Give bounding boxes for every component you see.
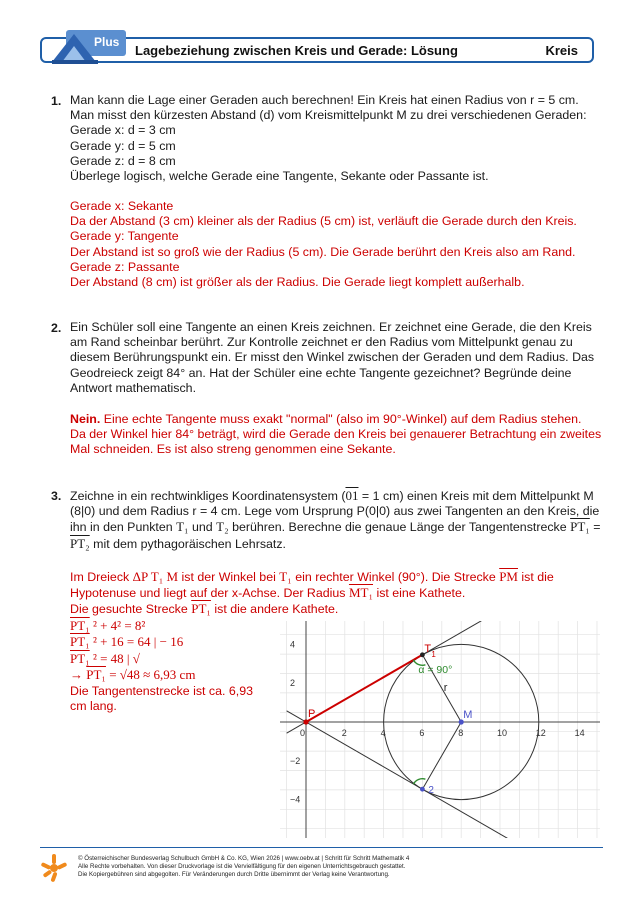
label-t1-sub: 1	[431, 649, 436, 659]
text-line: Antwort mathematisch.	[70, 380, 197, 395]
segment-pt1: PT₁	[70, 617, 90, 633]
y-tick-label: −4	[290, 794, 301, 805]
footer-line: Die Kopiergebühren sind abgegolten. Für Veränderungen durch Dritte übernimmt der Verlag keine Verantwortung.	[78, 871, 390, 879]
text: ist der Winkel bei	[178, 570, 280, 584]
task-2-number: 2.	[51, 321, 62, 335]
equation: ² + 16 = 64 | − 16	[89, 634, 184, 650]
text: ist die	[517, 570, 554, 584]
task-2-answer	[70, 412, 601, 458]
task-3-question	[70, 488, 600, 552]
text-line: Da der Abstand (3 cm) kleiner als der Radius (5 cm) ist, verläuft die Gerade durch den Kreis.	[70, 214, 577, 229]
text: Zeichne in ein rechtwinkliges Koordinatensystem (	[70, 489, 346, 503]
footer-line: Alle Rechte vorbehalten. Von dieser Druckvorlage ist die Vervielfältigung für den eigenen Unterrichtsgebrauch gestattet.	[78, 863, 406, 871]
task-3-number: 3.	[51, 489, 62, 503]
x-tick-label: 2	[341, 728, 347, 738]
text-line: Überlege logisch, welche Gerade eine Tangente, Sekante oder Passante ist.	[70, 169, 489, 184]
category-label: Kreis	[545, 43, 578, 58]
segment-pt1: PT₁	[191, 601, 211, 617]
publisher-logo-icon	[40, 852, 68, 884]
text: Im Dreieck	[70, 570, 133, 584]
equation: ² = 48 | √	[89, 650, 140, 666]
x-tick-label: 0	[300, 728, 306, 738]
text-line: Ein Schüler soll eine Tangente an einen Kreis zeichnen. Er zeichnet eine Gerade, die den Kreis	[70, 320, 592, 334]
coordinate-graph	[280, 621, 600, 838]
y-tick-label: 4	[290, 639, 296, 650]
unit-segment: 01	[345, 488, 359, 503]
text-line: Eine echte Tangente muss exakt "normal" (also im 90°-Winkel) auf dem Radius stehen.	[100, 412, 582, 426]
text-line: Man misst den kürzesten Abstand (d) vom Kreismittelpunkt M zu drei verschiedenen Geraden:	[70, 108, 587, 123]
text-line: Gerade x: Sekante	[70, 199, 174, 213]
text: =	[589, 520, 601, 535]
text-line: Gerade y: d = 5 cm	[70, 138, 176, 153]
text: mit dem pythagoräischen Lehrsatz.	[89, 536, 286, 551]
tangent-line-upper	[287, 621, 600, 733]
text-line: Gerade z: Passante	[70, 259, 180, 274]
x-tick-label: 12	[535, 728, 546, 738]
text-line: Man kann die Lage einer Geraden auch berechnen! Ein Kreis hat einen Radius von r = 5 cm.	[70, 93, 579, 107]
label-p: P	[308, 708, 316, 720]
tangent-line-lower	[287, 711, 600, 838]
segment-pm: $\overline{PM}$	[499, 569, 518, 584]
segment-pt1: PT₁	[70, 634, 90, 650]
page-title: Lagebeziehung zwischen Kreis und Gerade: Lösung	[135, 43, 458, 58]
equation: ² + 4² = 8²	[89, 617, 146, 633]
task-1-question	[70, 93, 587, 184]
segment-mt1: MT₁	[348, 585, 373, 601]
text-line: am Rand scheinbar berührt. Zur Kontrolle zeichnet er den Radius vom Mittelpunkt genau zu	[70, 335, 573, 350]
point-t2	[420, 787, 425, 792]
text: ihn in den Punkten	[70, 520, 177, 535]
text: ist eine Kathete.	[373, 586, 466, 601]
task-2-question	[70, 320, 594, 396]
footer-divider	[40, 847, 603, 848]
text-line: Da der Winkel hier 84° beträgt, wird die Gerade den Kreis bei genauerer Betrachtung ein zweites	[70, 427, 602, 442]
label-m: M	[463, 709, 473, 721]
text-line: (8|0) und dem Radius r = 4 cm. Lege vom Ursprung P(0|0) aus zwei Tangenten an den Kreis, die	[70, 504, 600, 519]
point-t1: T₁	[176, 519, 189, 535]
text-line: Geodreieck zeigt 84° an. Hat der Schüler eine echte Tangente gezeichnet? Begründe deine	[70, 365, 572, 380]
text-line: Gerade z: d = 8 cm	[70, 153, 176, 168]
text-line: Die Tangentenstrecke ist ca. 6,93	[70, 683, 253, 698]
x-tick-label: 14	[574, 728, 585, 738]
text: = 1 cm) einen Kreis mit dem Mittelpunkt M	[358, 489, 594, 503]
footer-text	[78, 855, 409, 880]
text: Hypotenuse und liegt auf der x-Achse. Der Radius	[70, 586, 349, 601]
text-line: Gerade y: Tangente	[70, 229, 179, 244]
point-t1: T₁	[279, 569, 292, 584]
x-tick-label: 6	[419, 728, 425, 738]
text-line: diesem Berührungspunkt ein. Er misst den Winkel zwischen der Geraden und dem Radius. Das	[70, 350, 595, 365]
answer-no: Nein.	[70, 412, 101, 426]
text-line: Der Abstand ist so groß wie der Radius (5 cm). Die Gerade berührt den Kreis also am Rand.	[70, 244, 576, 259]
equation: →	[70, 667, 87, 683]
y-tick-label: 2	[290, 678, 296, 689]
logo-text: Plus	[94, 35, 120, 49]
text: Die gesuchte Strecke	[70, 602, 192, 617]
label-r: r	[443, 681, 448, 694]
text: ist die andere Kathete.	[210, 602, 339, 617]
label-t1: T	[424, 642, 432, 655]
label-alpha: α = 90°	[418, 663, 453, 676]
text-line: Mal schneiden. Es ist also streng genommen eine Sekante.	[70, 442, 396, 457]
label-t2: 2	[428, 785, 434, 797]
segment-pt1: PT₁	[86, 667, 106, 683]
text-line: cm lang.	[70, 698, 117, 713]
y-tick-label: −2	[290, 755, 301, 766]
equation: = √48 ≈ 6,93 cm	[105, 667, 196, 683]
task-1-number: 1.	[51, 94, 62, 108]
text-line: Der Abstand (8 cm) ist größer als der Radius. Die Gerade liegt komplett außerhalb.	[70, 275, 525, 290]
text: und	[188, 520, 217, 535]
text: ein rechter Winkel (90°). Die Strecke	[291, 570, 500, 584]
segment-pt1: PT₁	[70, 650, 90, 666]
x-tick-label: 8	[458, 728, 464, 738]
segment-pt2: PT₂	[70, 535, 90, 551]
point-t2: T₂	[216, 519, 229, 535]
x-tick-label: 4	[380, 728, 386, 738]
segment-pt1: PT₁	[570, 519, 590, 535]
text: berühren. Berechne die genaue Länge der Tangentenstrecke	[228, 520, 571, 535]
right-angle-arc-t2	[413, 779, 425, 784]
task-1-answer	[70, 199, 577, 290]
x-tick-label: 10	[497, 728, 508, 738]
triangle-label: ΔP T₁ M	[132, 569, 179, 584]
text-line: Gerade x: d = 3 cm	[70, 123, 176, 138]
footer-line: © Österreichischer Bundesverlag Schulbuch GmbH & Co. KG, Wien 2026 | www.oebv.at | Schritt für Schritt Mathematik 4	[78, 855, 410, 862]
point-p	[303, 719, 308, 724]
